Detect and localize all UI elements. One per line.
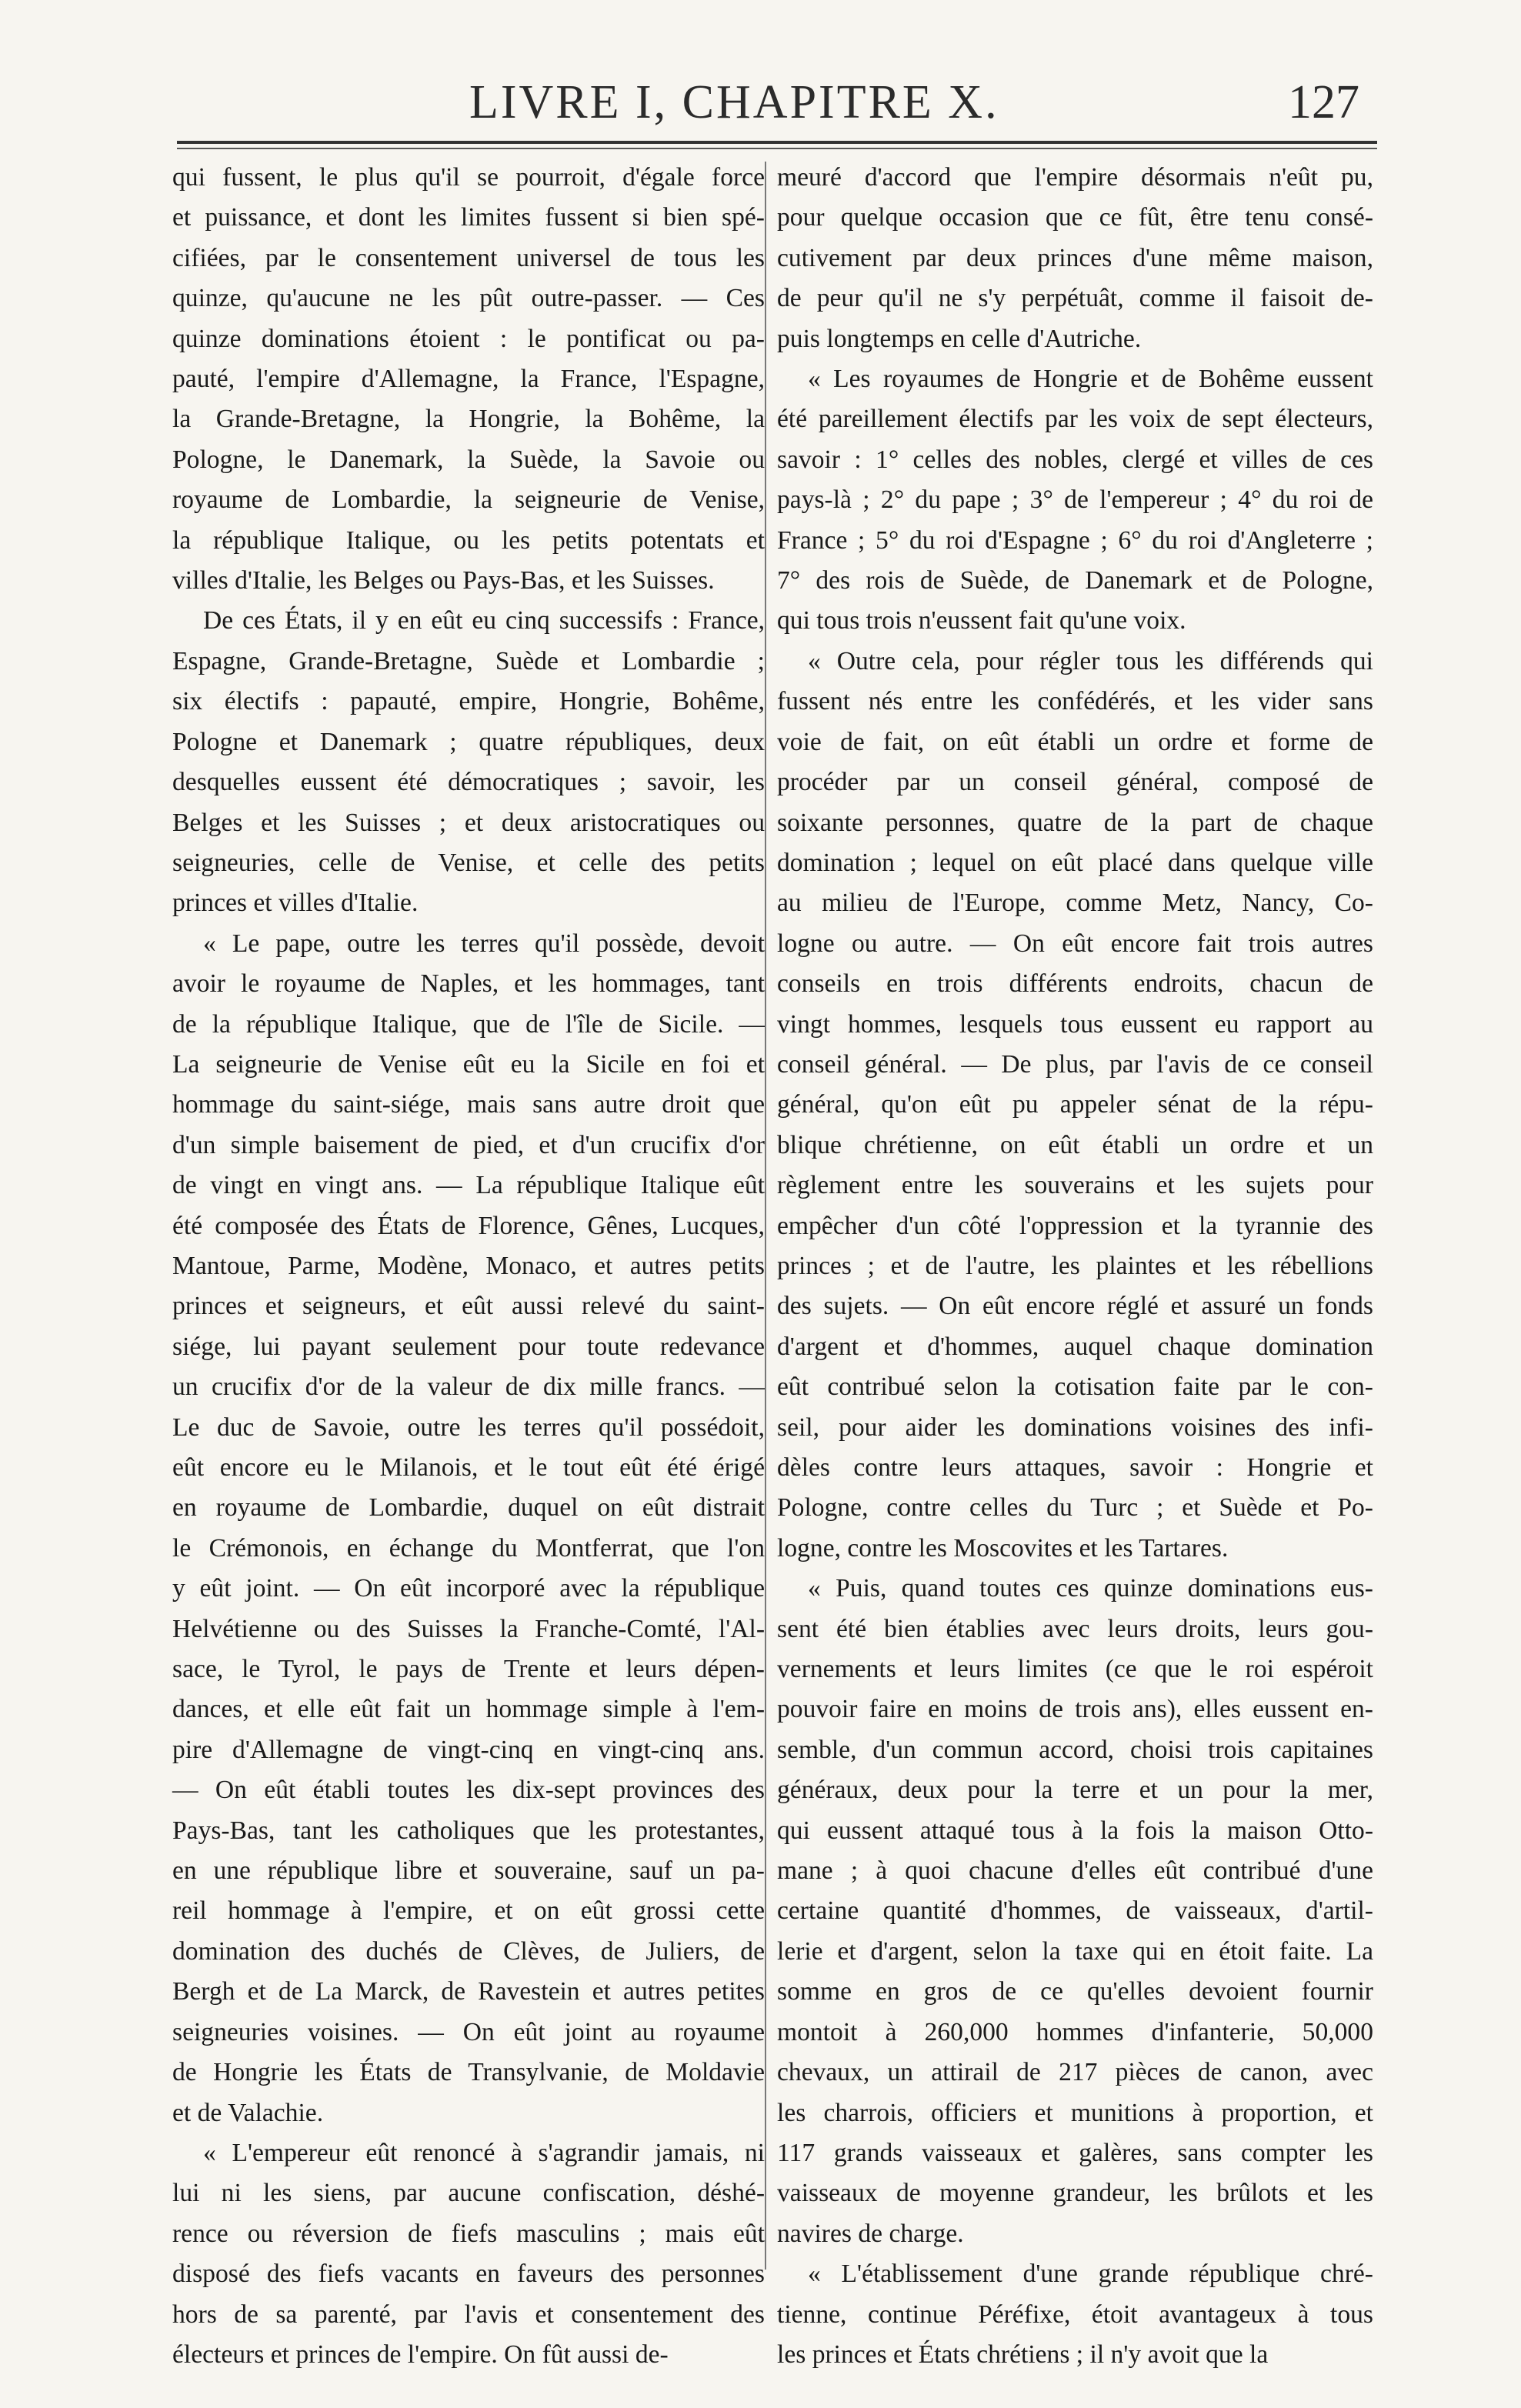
text-line: De ces États, il y en eût eu cinq successifs : France, <box>203 606 765 635</box>
text-line: vaisseaux de moyenne grandeur, les brûlots et les <box>777 2179 1373 2208</box>
text-line: électeurs et princes de l'empire. On fût aussi de- <box>172 2340 669 2369</box>
text-line: siége, lui payant seulement pour toute redevance <box>172 1332 765 1361</box>
text-line: seil, pour aider les dominations voisines des infi- <box>777 1412 1373 1442</box>
text-line: fussent nés entre les confédérés, et les vider sans <box>777 687 1373 716</box>
text-line: empêcher d'un côté l'oppression et la tyrannie des <box>777 1211 1373 1240</box>
text-line: lui ni les siens, par aucune confiscation, déshé- <box>172 2179 765 2208</box>
text-line: « Puis, quand toutes ces quinze dominations eus- <box>808 1574 1373 1603</box>
text-line: tienne, continue Péréfixe, étoit avantageux à tous <box>777 2300 1373 2329</box>
text-line: au milieu de l'Europe, comme Metz, Nancy, Co- <box>777 889 1373 918</box>
text-line: en une république libre et souveraine, sauf un pa- <box>172 1856 765 1886</box>
text-line: Mantoue, Parme, Modène, Monaco, et autres petits <box>172 1251 765 1280</box>
text-line: meuré d'accord que l'empire désormais n'eût pu, <box>777 163 1373 192</box>
text-line: hommage du saint-siége, mais sans autre droit que <box>172 1090 765 1119</box>
text-line: un crucifix d'or de la valeur de dix mille francs. — <box>172 1372 765 1402</box>
text-line: de Hongrie les États de Transylvanie, de Moldavie <box>172 2058 765 2087</box>
text-line: et puissance, et dont les limites fussent si bien spé- <box>172 203 765 232</box>
text-line: eût contribué selon la cotisation faite par le con- <box>777 1372 1373 1402</box>
text-line: Helvétienne ou des Suisses la Franche-Comté, l'Al- <box>172 1614 765 1643</box>
text-line: logne, contre les Moscovites et les Tartares. <box>777 1533 1229 1563</box>
text-line: 7° des rois de Suède, de Danemark et de Pologne, <box>777 566 1373 595</box>
text-line: les charrois, officiers et munitions à proportion, et <box>777 2098 1373 2127</box>
text-line: Pologne, le Danemark, la Suède, la Savoie ou <box>172 445 765 474</box>
text-line: le Crémonois, en échange du Montferrat, que l'on <box>172 1533 765 1563</box>
text-line: règlement entre les souverains et les sujets pour <box>777 1171 1373 1200</box>
text-line: avoir le royaume de Naples, et les hommages, tant <box>172 969 765 999</box>
text-line: somme en gros de ce qu'elles devoient fournir <box>777 1977 1373 2006</box>
text-line: été composée des États de Florence, Gênes, Lucques, <box>172 1211 765 1240</box>
text-line: hors de sa parenté, par l'avis et consentement des <box>172 2300 765 2329</box>
text-line: reil hommage à l'empire, et on eût grossi cette <box>172 1896 765 1926</box>
text-line: « L'établissement d'une grande république chré- <box>808 2260 1373 2289</box>
text-line: vernements et leurs limites (ce que le roi espéroit <box>777 1655 1373 1684</box>
text-line: la république Italique, ou les petits potentats et <box>172 525 765 555</box>
text-line: en royaume de Lombardie, duquel on eût distrait <box>172 1493 765 1523</box>
text-line: les princes et États chrétiens ; il n'y avoit que la <box>777 2340 1269 2369</box>
text-line: « L'empereur eût renoncé à s'agrandir jamais, ni <box>203 2138 765 2167</box>
column-divider <box>765 162 766 2270</box>
text-line: conseil général. — De plus, par l'avis de ce conseil <box>777 1049 1373 1079</box>
header-rule <box>177 141 1377 144</box>
text-line: de peur qu'il ne s'y perpétuât, comme il faisoit de- <box>777 284 1373 313</box>
text-line: vingt hommes, lesquels tous eussent eu rapport au <box>777 1009 1373 1039</box>
text-line: de la république Italique, que de l'île de Sicile. — <box>172 1009 765 1039</box>
text-line: Pologne, contre celles du Turc ; et Suède et Po- <box>777 1493 1373 1523</box>
text-line: villes d'Italie, les Belges ou Pays-Bas, et les Suisses. <box>172 566 715 595</box>
text-line: desquelles eussent été démocratiques ; savoir, les <box>172 768 765 797</box>
text-line: France ; 5° du roi d'Espagne ; 6° du roi d'Angleterre ; <box>777 525 1373 555</box>
text-line: quinze dominations étoient : le pontificat ou pa- <box>172 324 765 353</box>
text-line: généraux, deux pour la terre et un pour la mer, <box>777 1776 1373 1805</box>
text-line: et de Valachie. <box>172 2098 324 2127</box>
text-line: qui eussent attaqué tous à la fois la maison Otto- <box>777 1816 1373 1845</box>
text-line: 117 grands vaisseaux et galères, sans compter les <box>777 2138 1373 2167</box>
text-line: blique chrétienne, on eût établi un ordre et un <box>777 1130 1373 1159</box>
text-line: voie de fait, on eût établi un ordre et forme de <box>777 727 1373 756</box>
text-line: princes et villes d'Italie. <box>172 889 419 918</box>
text-line: dances, et elle eût fait un hommage simple à l'em- <box>172 1695 765 1724</box>
text-line: pire d'Allemagne de vingt-cinq en vingt-cinq ans. <box>172 1735 765 1764</box>
text-line: pays-là ; 2° du pape ; 3° de l'empereur ; 4° du roi de <box>777 485 1373 515</box>
text-line: qui fussent, le plus qu'il se pourroit, d'égale force <box>172 163 765 192</box>
text-line: montoit à 260,000 hommes d'infanterie, 50,000 <box>777 2017 1373 2046</box>
text-line: domination des duchés de Clèves, de Juliers, de <box>172 1936 765 1966</box>
text-line: semble, d'un commun accord, choisi trois capitaines <box>777 1735 1373 1764</box>
text-line: seigneuries voisines. — On eût joint au royaume <box>172 2017 765 2046</box>
text-line: des sujets. — On eût encore réglé et assuré un fonds <box>777 1292 1373 1321</box>
text-line: puis longtemps en celle d'Autriche. <box>777 324 1142 353</box>
text-line: sent été bien établies avec leurs droits, leurs gou- <box>777 1614 1373 1643</box>
left-column <box>172 158 765 2375</box>
text-line: cutivement par deux princes d'une même maison, <box>777 243 1373 272</box>
text-line: — On eût établi toutes les dix-sept provinces des <box>172 1776 765 1805</box>
text-line: Belges et les Suisses ; et deux aristocratiques ou <box>172 808 765 837</box>
text-line: « Le pape, outre les terres qu'il possède, devoit <box>203 929 765 958</box>
text-line: sace, le Tyrol, le pays de Trente et leurs dépen- <box>172 1655 765 1684</box>
text-line: soixante personnes, quatre de la part de chaque <box>777 808 1373 837</box>
text-line: Le duc de Savoie, outre les terres qu'il possédoit, <box>172 1412 765 1442</box>
text-line: rence ou réversion de fiefs masculins ; mais eût <box>172 2219 765 2248</box>
text-line: d'un simple baisement de pied, et d'un crucifix d'or <box>172 1130 765 1159</box>
text-line: Bergh et de La Marck, de Ravestein et autres petites <box>172 1977 765 2006</box>
text-line: conseils en trois différents endroits, chacun de <box>777 969 1373 999</box>
text-line: « Outre cela, pour régler tous les différends qui <box>808 646 1373 675</box>
text-line: princes et seigneurs, et eût aussi relevé du saint- <box>172 1292 765 1321</box>
header-rule-thin <box>177 148 1377 149</box>
text-line: Pays-Bas, tant les catholiques que les protestantes, <box>172 1816 765 1845</box>
text-line: domination ; lequel on eût placé dans quelque ville <box>777 848 1373 877</box>
text-line: d'argent et d'hommes, auquel chaque domination <box>777 1332 1373 1361</box>
text-line: seigneuries, celle de Venise, et celle des petits <box>172 848 765 877</box>
text-line: lerie et d'argent, selon la taxe qui en étoit faite. La <box>777 1936 1373 1966</box>
text-line: y eût joint. — On eût incorporé avec la république <box>172 1574 765 1603</box>
page-number: 127 <box>1288 76 1359 128</box>
text-line: savoir : 1° celles des nobles, clergé et villes de ces <box>777 445 1373 474</box>
text-line: pauté, l'empire d'Allemagne, la France, l'Espagne, <box>172 365 765 394</box>
text-line: logne ou autre. — On eût encore fait trois autres <box>777 929 1373 958</box>
text-line: procéder par un conseil général, composé de <box>777 768 1373 797</box>
running-title: LIVRE I, CHAPITRE X. <box>469 76 999 128</box>
text-line: princes ; et de l'autre, les plaintes et les rébellions <box>777 1251 1373 1280</box>
text-line: royaume de Lombardie, la seigneurie de Venise, <box>172 485 765 515</box>
text-line: eût encore eu le Milanois, et le tout eût été érigé <box>172 1453 765 1482</box>
text-line: pouvoir faire en moins de trois ans), elles eussent en- <box>777 1695 1373 1724</box>
text-line: été pareillement électifs par les voix de sept électeurs, <box>777 405 1373 434</box>
right-column <box>777 158 1373 2375</box>
text-line: « Les royaumes de Hongrie et de Bohême eussent <box>808 365 1373 394</box>
text-line: mane ; à quoi chacune d'elles eût contribué d'une <box>777 1856 1373 1886</box>
running-head <box>0 68 1521 137</box>
text-line: quinze, qu'aucune ne les pût outre-passer. — Ces <box>172 284 765 313</box>
text-line: certaine quantité d'hommes, de vaisseaux, d'artil- <box>777 1896 1373 1926</box>
text-line: la Grande-Bretagne, la Hongrie, la Bohême, la <box>172 405 765 434</box>
text-line: Espagne, Grande-Bretagne, Suède et Lombardie ; <box>172 646 765 675</box>
text-line: navires de charge. <box>777 2219 964 2248</box>
text-line: disposé des fiefs vacants en faveurs des personnes <box>172 2260 765 2289</box>
text-line: chevaux, un attirail de 217 pièces de canon, avec <box>777 2058 1373 2087</box>
text-line: qui tous trois n'eussent fait qu'une voix. <box>777 606 1186 635</box>
text-line: six électifs : papauté, empire, Hongrie, Bohême, <box>172 687 765 716</box>
text-line: La seigneurie de Venise eût eu la Sicile en foi et <box>172 1049 765 1079</box>
text-line: dèles contre leurs attaques, savoir : Hongrie et <box>777 1453 1373 1482</box>
text-line: Pologne et Danemark ; quatre républiques, deux <box>172 727 765 756</box>
text-line: général, qu'on eût pu appeler sénat de la répu- <box>777 1090 1373 1119</box>
text-line: de vingt en vingt ans. — La république Italique eût <box>172 1171 765 1200</box>
text-line: pour quelque occasion que ce fût, être tenu consé- <box>777 203 1373 232</box>
text-line: cifiées, par le consentement universel de tous les <box>172 243 765 272</box>
